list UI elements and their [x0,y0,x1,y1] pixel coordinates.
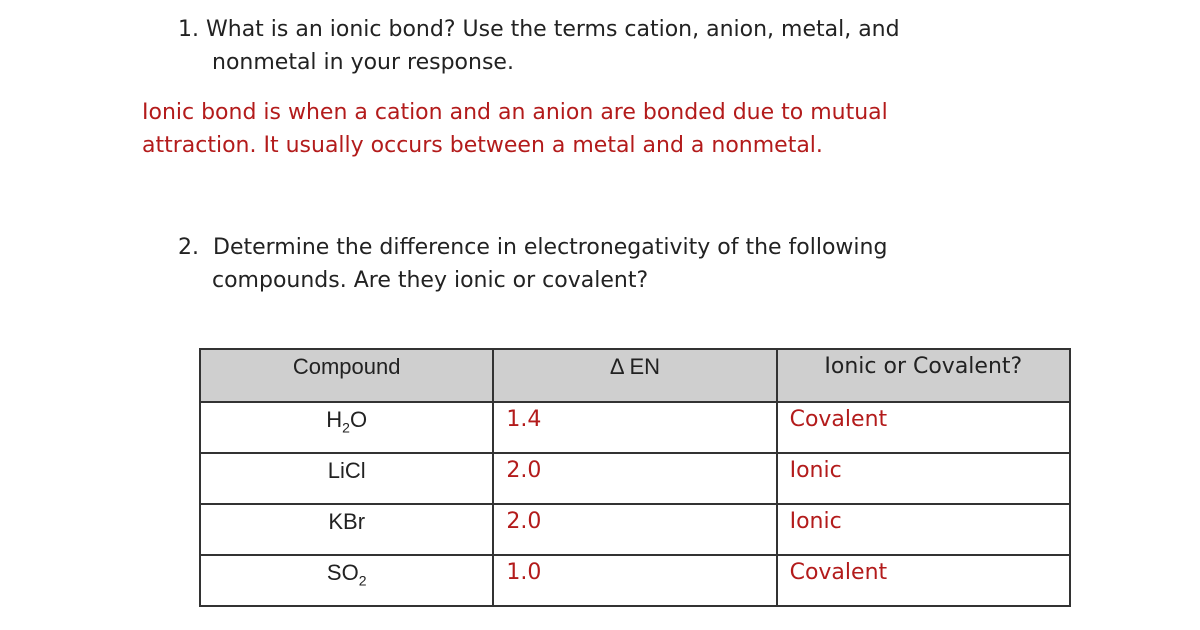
question-1-line-1: What is an ionic bond? Use the terms cation, anion, metal, and [206,17,900,42]
answer-1-line-1: Ionic bond is when a cation and an anion are bonded due to mutual [142,100,888,125]
question-2 [178,231,887,297]
cell-compound: $H_2O$ [200,402,493,453]
question-1-number: 1. [178,17,199,42]
table-row [200,402,1070,453]
cell-compound: $SO_2$ [200,555,493,606]
question-1 [178,13,900,79]
question-2-number: 2. [178,235,199,260]
table-row [200,555,1070,606]
cell-delta-en: 2.0 [493,504,776,555]
question-2-line-2: compounds. Are they ionic or covalent? [212,268,649,293]
header-delta-en: Δ EN [493,349,776,402]
cell-delta-en: 1.4 [493,402,776,453]
cell-delta-en: 1.0 [493,555,776,606]
cell-compound: KBr [200,504,493,555]
cell-bond-type: Ionic [777,453,1070,504]
question-1-line-2: nonmetal in your response. [212,50,514,75]
cell-delta-en: 2.0 [493,453,776,504]
cell-bond-type: Covalent [777,555,1070,606]
table-row [200,504,1070,555]
header-compound: Compound [200,349,493,402]
cell-compound: LiCl [200,453,493,504]
answer-1 [142,96,888,162]
electronegativity-table [199,348,1071,607]
cell-bond-type: Ionic [777,504,1070,555]
table-row [200,453,1070,504]
answer-1-line-2: attraction. It usually occurs between a metal and a nonmetal. [142,133,823,158]
header-ionic-or-covalent: Ionic or Covalent? [777,349,1070,402]
table-header-row [200,349,1070,402]
cell-bond-type: Covalent [777,402,1070,453]
question-2-line-1: Determine the difference in electronegativity of the following [213,235,888,260]
